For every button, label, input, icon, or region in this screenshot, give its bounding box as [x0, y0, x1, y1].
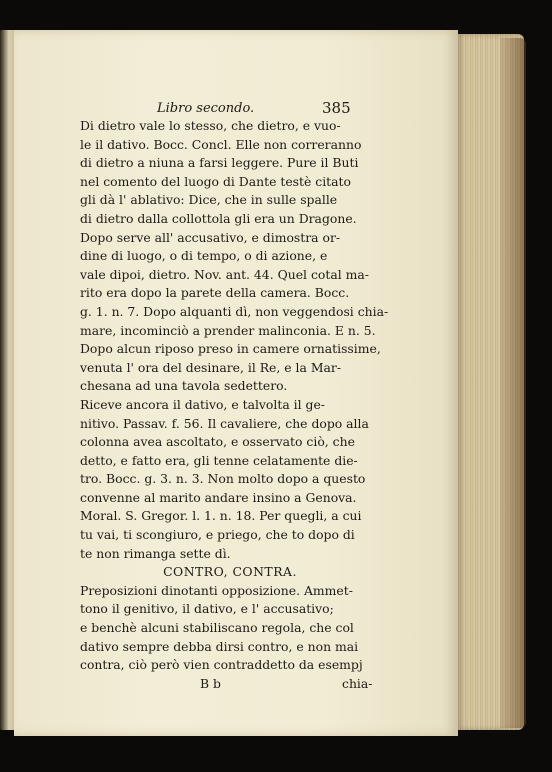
text-line: te non rimanga sette dì.: [80, 545, 231, 561]
page-number: 385: [322, 99, 351, 117]
text-line: e benchè alcuni stabiliscano regola, che col: [80, 620, 354, 636]
signature-mark: B b: [200, 675, 221, 691]
text-line: chesana ad una tavola sedettero.: [80, 378, 288, 394]
text-line: Moral. S. Gregor. l. 1. n. 18. Per quegli, a cui: [80, 508, 362, 524]
text-line: le il dativo. Bocc. Concl. Elle non correranno: [80, 136, 362, 152]
fore-edge-shadow: [500, 38, 526, 728]
text-line: tro. Bocc. g. 3. n. 3. Non molto dopo a questo: [80, 471, 366, 487]
text-line: Riceve ancora il dativo, e talvolta il ge-: [80, 396, 325, 412]
page-body: [80, 117, 389, 693]
text-line: g. 1. n. 7. Dopo alquanti dì, non veggendosi chia-: [80, 303, 389, 319]
text-line: nitivo. Passav. f. 56. Il cavaliere, che dopo alla: [80, 415, 369, 431]
text-line: venuta l' ora del desinare, il Re, e la Mar-: [80, 359, 342, 375]
running-head: Libro secondo.: [157, 101, 255, 116]
text-line: Di dietro vale lo stesso, che dietro, e vuo-: [80, 118, 341, 133]
text-line: dine di luogo, o di tempo, o di azione, e: [80, 248, 328, 264]
text-line: contra, ciò però vien contraddetto da esempj: [80, 657, 363, 673]
text-line: Dopo serve all' accusativo, e dimostra or-: [80, 229, 341, 245]
section-heading: CONTRO, CONTRA.: [163, 564, 297, 580]
text-line: tono il genitivo, il dativo, e l' accusativo;: [80, 601, 334, 617]
text-line: nel comento del luogo di Dante testè citato: [80, 173, 351, 189]
text-line: Dopo alcun riposo preso in camere ornatissime,: [80, 341, 381, 357]
text-line: vale dipoi, dietro. Nov. ant. 44. Quel cotal ma-: [80, 266, 369, 282]
text-line: di dietro a niuna a farsi leggere. Pure il Buti: [80, 155, 359, 171]
text-line: colonna avea ascoltato, e osservato ciò, che: [80, 434, 355, 450]
text-line: detto, e fatto era, gli tenne celatamente die-: [80, 452, 358, 468]
text-line: convenne al marito andare insino a Genova.: [80, 489, 357, 505]
text-line: dativo sempre debba dirsi contro, e non mai: [80, 638, 359, 654]
text-line: tu vai, ti scongiuro, e priego, che to dopo di: [80, 527, 355, 543]
catchword: chia-: [342, 675, 373, 691]
text-line: Preposizioni dinotanti opposizione. Ammet-: [80, 582, 353, 598]
text-line: gli dà l' ablativo: Dice, che in sulle spalle: [80, 192, 338, 208]
footer-row: [80, 675, 380, 694]
text-line: rito era dopo la parete della camera. Bocc.: [80, 285, 350, 301]
text-line: di dietro dalla collottola gli era un Dragone.: [80, 210, 357, 226]
text-line: mare, incominciò a prender malinconia. E n. 5.: [80, 322, 376, 338]
